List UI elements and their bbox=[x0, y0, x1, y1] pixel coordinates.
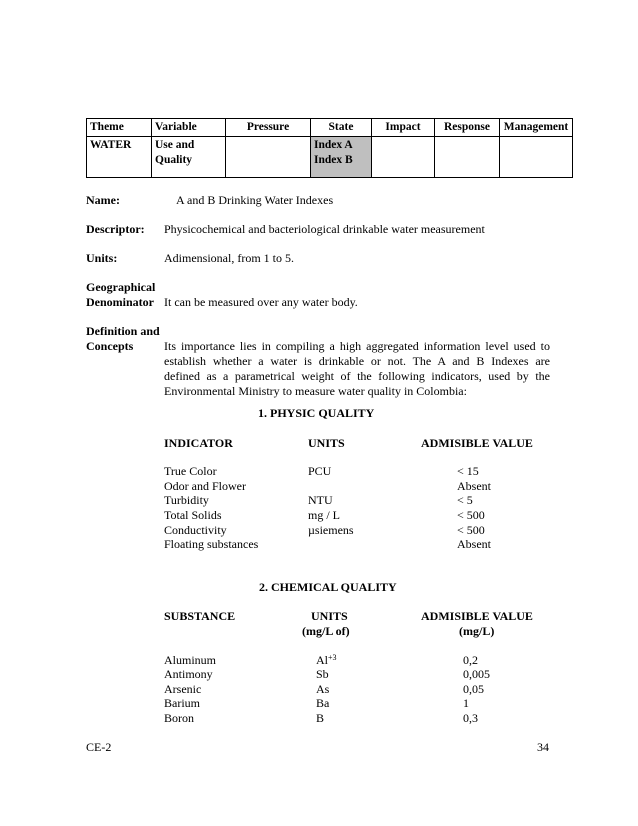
physic-value: < 5 bbox=[457, 493, 473, 507]
definition-line: Its importance lies in compiling a high aggregated information level used to bbox=[164, 339, 550, 353]
header-theme: Theme bbox=[87, 119, 152, 137]
physic-units: mg / L bbox=[308, 508, 340, 522]
cell-variable bbox=[152, 137, 226, 178]
cell-pressure bbox=[226, 137, 311, 178]
definition-line: defined as a parametrical weight of the following indicators, used by the bbox=[164, 369, 550, 383]
chemical-value: 1 bbox=[463, 696, 469, 710]
physic-value: Absent bbox=[457, 537, 491, 551]
header-pressure: Pressure bbox=[226, 119, 311, 137]
variable-line1: Use and bbox=[155, 139, 195, 151]
cell-response bbox=[435, 137, 500, 178]
chemical-value: 0,005 bbox=[463, 667, 490, 681]
chemical-substance: Barium bbox=[164, 696, 200, 710]
physic-units: NTU bbox=[308, 493, 333, 507]
header-state: State bbox=[311, 119, 372, 137]
chemical-header-substance: SUBSTANCE bbox=[164, 609, 236, 623]
theme-table-header-row bbox=[87, 119, 573, 137]
chemical-units: Sb bbox=[316, 667, 329, 681]
geographical-label-line1: Geographical bbox=[86, 280, 156, 294]
header-variable: Variable bbox=[152, 119, 226, 137]
chemical-units: As bbox=[316, 682, 330, 696]
chemical-substance: Antimony bbox=[164, 667, 213, 681]
page-number: 34 bbox=[537, 740, 549, 754]
physic-indicator: True Color bbox=[164, 464, 217, 478]
definition-label-line1: Definition and bbox=[86, 324, 160, 338]
definition-paragraph bbox=[164, 339, 550, 399]
footer-code: CE-2 bbox=[86, 740, 112, 754]
theme-table bbox=[86, 118, 573, 178]
chemical-units-charge: +3 bbox=[328, 653, 337, 662]
physic-value: < 500 bbox=[457, 523, 485, 537]
definition-line: Environmental Ministry to measure water quality in Colombia: bbox=[164, 384, 467, 398]
physic-units: µsiemens bbox=[308, 523, 354, 537]
physic-indicator: Conductivity bbox=[164, 523, 227, 537]
chemical-substance: Aluminum bbox=[164, 653, 217, 667]
physic-value: < 15 bbox=[457, 464, 479, 478]
definition-label-line2: Concepts bbox=[86, 339, 134, 353]
header-response: Response bbox=[435, 119, 500, 137]
state-line1: Index A bbox=[314, 139, 353, 151]
theme-table-data-row bbox=[87, 137, 573, 178]
chemical-value: 0,3 bbox=[463, 711, 478, 725]
chemical-substance: Boron bbox=[164, 711, 194, 725]
physic-value: < 500 bbox=[457, 508, 485, 522]
chemical-header-value: ADMISIBLE VALUE bbox=[421, 609, 533, 623]
chemical-header-value-sub: (mg/L) bbox=[459, 624, 495, 638]
chemical-title: 2. CHEMICAL QUALITY bbox=[259, 580, 397, 594]
name-value: A and B Drinking Water Indexes bbox=[176, 193, 334, 207]
header-management: Management bbox=[500, 119, 573, 137]
chemical-value: 0,05 bbox=[463, 682, 484, 696]
cell-state bbox=[311, 137, 372, 178]
header-impact: Impact bbox=[372, 119, 435, 137]
units-value: Adimensional, from 1 to 5. bbox=[164, 251, 294, 265]
chemical-units bbox=[316, 653, 337, 668]
chemical-units: B bbox=[316, 711, 325, 725]
chemical-value: 0,2 bbox=[463, 653, 478, 667]
definition-line: establish whether a water is drinkable or not. The A and B Indexes are bbox=[164, 354, 550, 368]
state-line2: Index B bbox=[314, 154, 353, 166]
chemical-units-symbol: Al bbox=[316, 653, 328, 667]
physic-header-indicator: INDICATOR bbox=[164, 436, 233, 450]
chemical-header-units-sub: (mg/L of) bbox=[302, 624, 350, 638]
descriptor-label: Descriptor: bbox=[86, 222, 145, 236]
physic-indicator: Odor and Flower bbox=[164, 479, 246, 493]
chemical-substance: Arsenic bbox=[164, 682, 202, 696]
chemical-header-units: UNITS bbox=[311, 609, 348, 623]
physic-header-units: UNITS bbox=[308, 436, 345, 450]
descriptor-value: Physicochemical and bacteriological drinkable water measurement bbox=[164, 222, 485, 236]
physic-title: 1. PHYSIC QUALITY bbox=[258, 406, 375, 420]
cell-theme: WATER bbox=[87, 137, 152, 178]
cell-management bbox=[500, 137, 573, 178]
physic-units: PCU bbox=[308, 464, 332, 478]
geographical-value: It can be measured over any water body. bbox=[164, 295, 358, 309]
cell-impact bbox=[372, 137, 435, 178]
variable-line2: Quality bbox=[155, 154, 193, 166]
physic-header-value: ADMISIBLE VALUE bbox=[421, 436, 533, 450]
name-label: Name: bbox=[86, 193, 120, 207]
geographical-label-line2: Denominator bbox=[86, 295, 154, 309]
chemical-units: Ba bbox=[316, 696, 330, 710]
physic-indicator: Turbidity bbox=[164, 493, 209, 507]
physic-indicator: Total Solids bbox=[164, 508, 222, 522]
physic-indicator: Floating substances bbox=[164, 537, 259, 551]
physic-value: Absent bbox=[457, 479, 491, 493]
units-label: Units: bbox=[86, 251, 118, 265]
